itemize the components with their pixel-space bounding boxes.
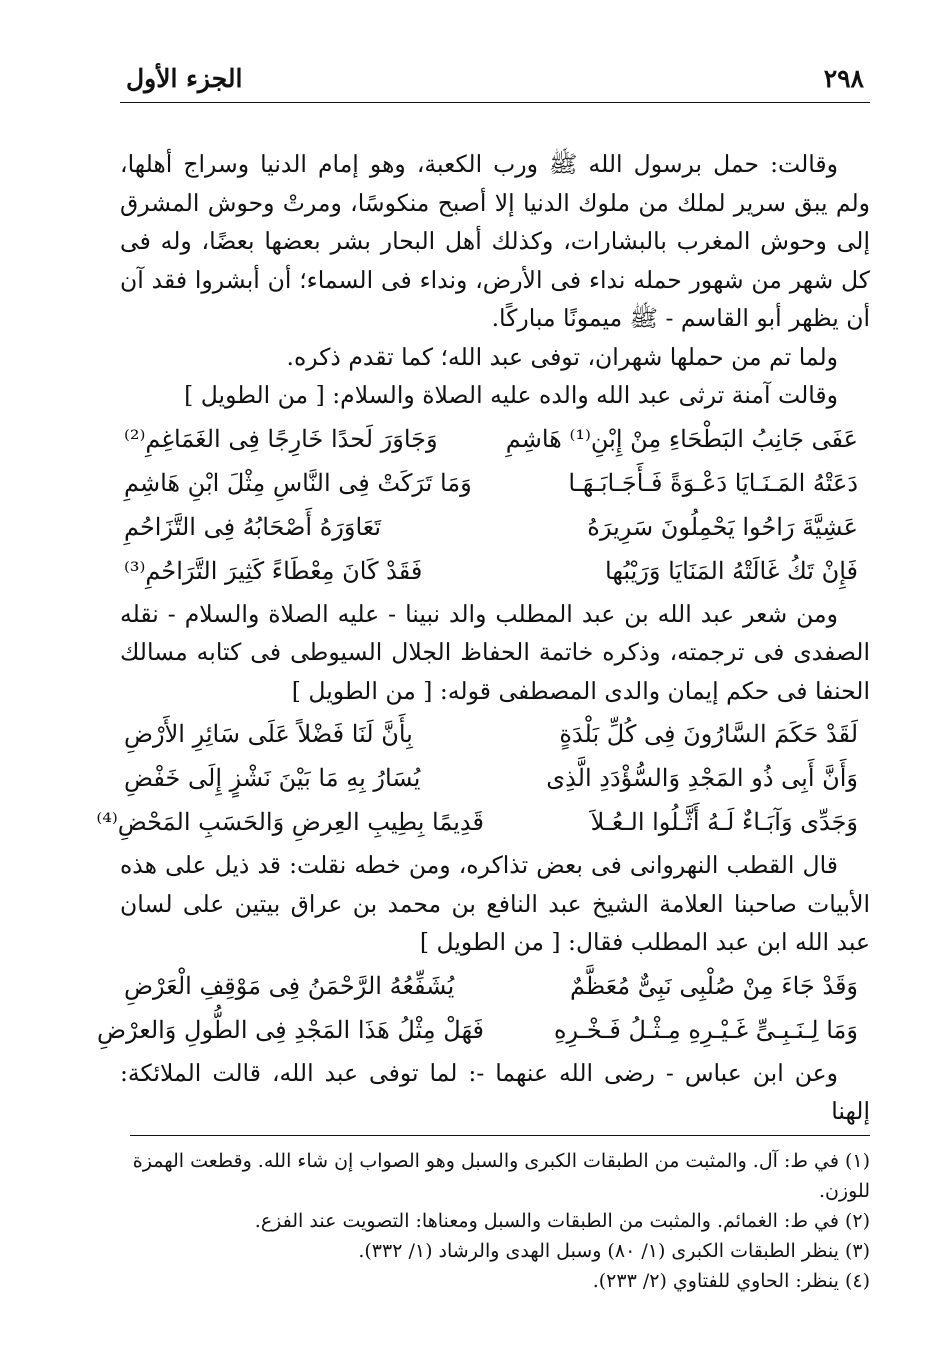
verse-second-hemistich: فَقَدْ كَانَ مِعْطَاءً كَثِيرَ التَّرَاحُمِ⁽³⁾ [124, 556, 423, 585]
verse [120, 712, 870, 756]
verse-first-hemistich: دَعَتْهُ المَـنَـايَا دَعْـوَةً فَـأَجَـابَـهَـا [568, 468, 858, 497]
paragraph: قال القطب النهروانى فى بعض تذاكره، ومن خطه نقلت: قد ذيل على هذه الأبيات صاحبنا العلامة الشيخ عبد النافع بن محمد بن عراق بيتين على لسان عبد الله ابن عبد المطلب فقال: [ من الطويل ] [120, 851, 870, 956]
verse-first-hemistich: وَمَا لِـنَـبِـىٍّ غَـيْـرِهِ مِـثْـلُ فَـخْـرِهِ [553, 1015, 858, 1044]
footnote: (١) في ط: آل. والمثبت من الطبقات الكبرى والسبل وهو الصواب إن شاء الله. وقطعت الهمزة للوزن. [132, 1149, 870, 1202]
verse [96, 800, 870, 844]
book-page [96, 58, 870, 1296]
footnote: (٤) ينظر: الحاوي للفتاوي (٢/ ٢٣٣). [592, 1269, 870, 1292]
paragraph: ولما تم من حملها شهران، توفى عبد الله؛ كما تقدم ذكره. [286, 342, 838, 371]
verse [120, 461, 870, 505]
footnote-separator [130, 1135, 870, 1136]
page-header [120, 58, 870, 103]
verse-second-hemistich: يُسَارُ بِهِ مَا بَيْنَ نَشْزٍ إِلَى خَفْضِ [124, 764, 421, 792]
verse-first-hemistich: وَجَدِّى وَآبَـاءٌ لَـهُ أَثَّـلُوا الـعُـلاَ [590, 808, 858, 836]
footnote: (٢) في ط: الغمائم. والمثبت من الطبقات والسبل ومعناها: التصويت عند الفزع. [254, 1209, 870, 1232]
footnote: (٣) ينظر الطبقات الكبرى (١/ ٨٠) وسبل الهدى والرشاد (١/ ٣٣٢). [358, 1239, 870, 1262]
verse-second-hemistich: بِأَنَّ لَنَا فَضْلاً عَلَى سَائِرِ الأَرْضِ [124, 720, 413, 748]
poem [96, 712, 870, 844]
verse [96, 1008, 870, 1052]
verse [120, 549, 870, 593]
verse-first-hemistich: عَفَى جَانِبُ البَطْحَاءِ مِنْ إِبْنِ⁽¹⁾ هَاشِمِ [505, 424, 858, 453]
verse-second-hemistich: قَدِيمًا بِطِيبِ العِرضِ وَالحَسَبِ المَحْضِ⁽⁴⁾ [96, 808, 484, 836]
running-title: الجزء الأول [126, 64, 243, 93]
verse-second-hemistich: وَمَا تَرَكَتْ فِى النَّاسِ مِثْلَ ابْنِ هَاشِمِ [124, 468, 472, 497]
verse-first-hemistich: وَأَنَّ أَبِى ذُو المَجْدِ وَالسُّؤْدَدِ الَّذِى [546, 764, 858, 792]
verse-first-hemistich: عَشِيَّةَ رَاحُوا يَحْمِلُونَ سَرِيرَهُ [587, 512, 858, 541]
verse-second-hemistich: فَهَلْ مِثْلُ هَذَا المَجْدِ فِى الطُّولِ وَالعرْضِ [96, 1015, 484, 1044]
paragraph: وعن ابن عباس - رضى الله عنهما -: لما توفى عبد الله، قالت الملائكة: إلهنا [120, 1058, 870, 1125]
verse [120, 505, 870, 549]
paragraph: ومن شعر عبد الله بن عبد المطلب والد نبينا - عليه الصلاة والسلام - نقله الصفدى فى ترجمته، وذكره خاتمة الحفاظ الجلال السيوطى فى كتابه مسالك الحنفا فى حكم إيمان والدى المصطفى قوله: [ من الطويل ] [120, 599, 870, 705]
paragraph: وقالت آمنة ترثى عبد الله والده عليه الصلاة والسلام: [ من الطويل ] [184, 381, 838, 409]
poem [120, 417, 870, 593]
footnotes [120, 1146, 870, 1296]
verse [120, 964, 870, 1008]
verse [120, 417, 870, 461]
verse-second-hemistich: تَعَاوَرَهُ أَصْحَابُهُ فِى التَّزَاحُمِ [124, 512, 382, 541]
verse-first-hemistich: لَقَدْ حَكَمَ السَّارُونَ فِى كُلِّ بَلْدَةٍ [559, 720, 858, 748]
poem [96, 964, 870, 1052]
verse-first-hemistich: فَإِنْ تَكُ غَالَتْهُ المَنَايَا وَرَيْبُها [605, 556, 858, 585]
verse [120, 756, 870, 800]
verse-first-hemistich: وَقَدْ جَاءَ مِنْ صُلْبِى نَبِىٌّ مُعَظَّمٌ [570, 971, 858, 1000]
verse-second-hemistich: وَجَاوَرَ لَحدًا خَارِجًا فِى الغَمَاغِمِ⁽²⁾ [124, 424, 438, 453]
paragraph: وقالت: حمل برسول الله ﷺ ورب الكعبة، وهو إمام الدنيا وسراج أهلها، ولم يبق سرير لملك من ملوك الدنيا إلا أصبح منكوسًا، ومرتْ وحوش المشرق إلى وحوش المغرب بالبشارات، وكذلك أهل البحار بشر بعضها بعضًا، وله فى كل شهر من شهور حمله نداء فى الأرض، ونداء فى السماء؛ أن أبشروا فقد آن أن يظهر أبو القاسم - ﷺ ميمونًا مباركًا. [120, 150, 870, 332]
main-text [96, 145, 870, 1131]
page-number: ٢٩٨ [823, 64, 864, 93]
verse-second-hemistich: يُشَفِّعُهُ الرَّحْمَنُ فِى مَوْقِفِ الْعَرْضِ [124, 971, 455, 1000]
